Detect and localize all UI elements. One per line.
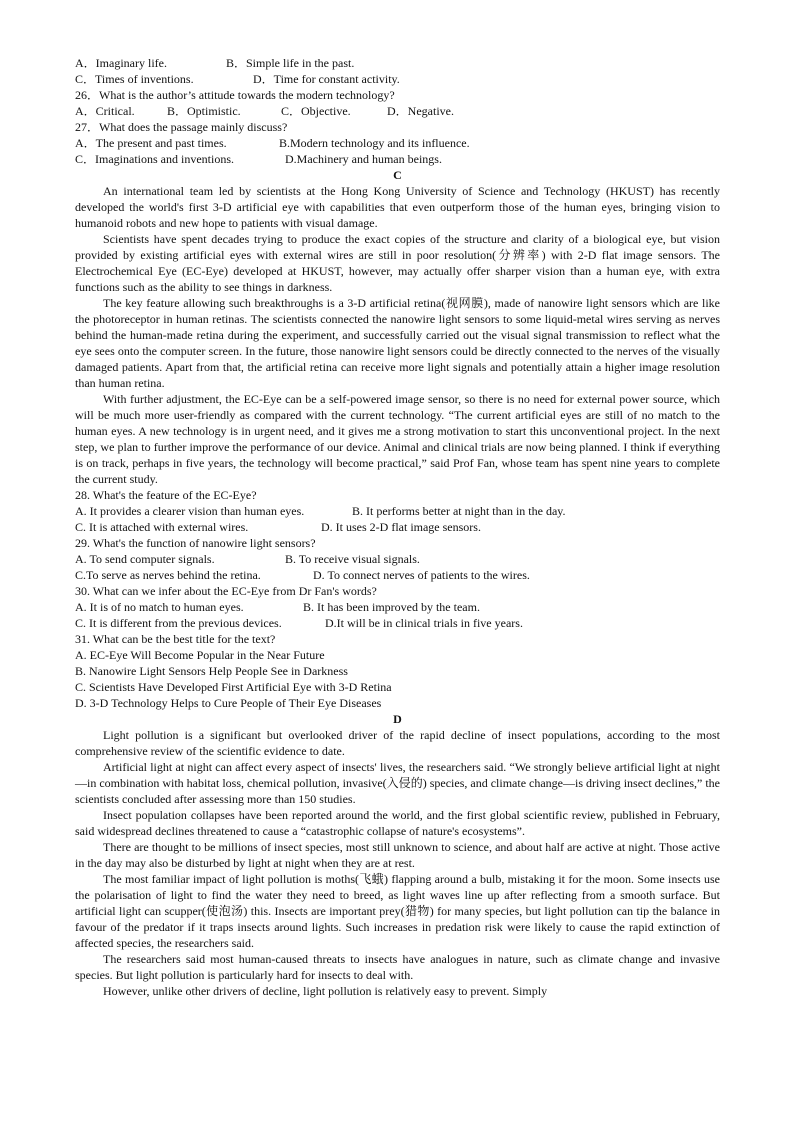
option-row [75, 151, 720, 167]
option-b: B. It performs better at night than in the day. [352, 504, 566, 518]
passage-c-paragraph: The key feature allowing such breakthroughs is a 3-D artificial retina(视网膜), made of nanowire light sensors which are like the photoreceptor in human retinas. The scientists connected the nanowire light sensors to some liquid-metal wires serving as nerves behind the human-made retina during the experiment, and successfully carried out the visual signal transmission to reflect what the eye sees onto the computer screen. In the future, those nanowire light sensors could be directly connected to the nerves of the visually damaged patients. Apart from that, the artificial retina can receive more light signals and potentially attain a higher image resolution than human retina. [75, 296, 720, 390]
option-c: C. It is different from the previous devices. [75, 616, 282, 630]
option-a: A. It provides a clearer vision than human eyes. [75, 504, 305, 518]
option-b: B. Nanowire Light Sensors Help People See in Darkness [75, 664, 348, 678]
passage-d-paragraph: The researchers said most human-caused threats to insects have analogues in nature, such as climate change and invasive species. But light pollution is particularly hard for insects to deal with. [75, 952, 720, 982]
option-d: D．Negative. [387, 104, 454, 118]
option-d: D.Machinery and human beings. [285, 152, 442, 166]
option-a: A. To send computer signals. [75, 552, 215, 566]
option-b: B．Simple life in the past. [226, 56, 355, 70]
option-a: A．The present and past times. [75, 136, 227, 150]
question-31: 31. What can be the best title for the text? [75, 632, 276, 646]
question-29: 29. What's the function of nanowire light sensors? [75, 536, 316, 550]
option-a: A. EC-Eye Will Become Popular in the Near Future [75, 648, 325, 662]
option-a: A．Imaginary life. [75, 56, 167, 70]
option-row [75, 551, 720, 567]
option-b: B. To receive visual signals. [285, 552, 420, 566]
option-c: C. Scientists Have Developed First Artificial Eye with 3-D Retina [75, 680, 392, 694]
passage-c-paragraph: An international team led by scientists at the Hong Kong University of Science and Technology (HKUST) has recently developed the world's first 3-D artificial eye with capabilities that even outperform those of the human eyes, bringing vision to humanoid robots and new hope to patients with visual damage. [75, 184, 720, 230]
option-c: C．Times of inventions. [75, 72, 194, 86]
passage-c-paragraph: Scientists have spent decades trying to produce the exact copies of the structure and clarity of a biological eye, but vision provided by existing artificial eyes with external wires are still in poor resolution(分辨率) with 2-D flat image sensors. The Electrochemical Eye (EC-Eye) developed at HKUST, however, may actually offer sharper vision than a human eye, with extra functions such as the ability to see things in darkness. [75, 232, 720, 294]
option-row [75, 71, 720, 87]
option-c: C．Objective. [281, 104, 351, 118]
exam-page [75, 55, 720, 999]
option-d: D. To connect nerves of patients to the wires. [313, 568, 530, 582]
option-d: D.It will be in clinical trials in five years. [325, 616, 523, 630]
option-row [75, 519, 720, 535]
option-b: B.Modern technology and its influence. [279, 136, 470, 150]
option-row [75, 615, 720, 631]
option-row [75, 599, 720, 615]
passage-d-paragraph: However, unlike other drivers of decline, light pollution is relatively easy to prevent. Simply [103, 984, 548, 998]
question-27: 27．What does the passage mainly discuss? [75, 120, 288, 134]
question-26: 26．What is the author’s attitude towards the modern technology? [75, 88, 395, 102]
passage-d-paragraph: Insect population collapses have been reported around the world, and the first global scientific review, published in February, said widespread declines threatened to cause a “catastrophic collapse of nature's ecosystems”. [75, 808, 720, 838]
question-30: 30. What can we infer about the EC-Eye from Dr Fan's words? [75, 584, 377, 598]
passage-d-paragraph: Artificial light at night can affect every aspect of insects' lives, the researchers said. “We strongly believe artificial light at night—in combination with habitat loss, chemical pollution, invasive(入侵的) species, and climate change—is driving insect declines,” the scientists concluded after assessing more than 150 studies. [75, 760, 720, 806]
option-c: C.To serve as nerves behind the retina. [75, 568, 261, 582]
option-row [75, 103, 720, 119]
option-c: C．Imaginations and inventions. [75, 152, 234, 166]
section-c-heading: C [393, 168, 402, 182]
option-a: A．Critical. [75, 104, 135, 118]
option-c: C. It is attached with external wires. [75, 520, 249, 534]
option-d: D. It uses 2-D flat image sensors. [321, 520, 481, 534]
option-row [75, 55, 720, 71]
option-row [75, 135, 720, 151]
passage-d-paragraph: There are thought to be millions of insect species, most still unknown to science, and about half are active at night. Those active in the day may also be disturbed by light at night when they are at rest. [75, 840, 720, 870]
option-d: D．Time for constant activity. [253, 72, 400, 86]
question-28: 28. What's the feature of the EC-Eye? [75, 488, 257, 502]
section-d-heading: D [393, 712, 402, 726]
passage-d-paragraph: The most familiar impact of light pollution is moths(飞蛾) flapping around a bulb, mistaking it for the moon. Some insects use the polarisation of light to find the water they need to breed, as light waves line up after reflecting from a smooth surface. But artificial light can scupper(使泡汤) this. Insects are important prey(猎物) for many species, but light pollution can tip the balance in favour of the predator if it traps insects around lights. Such increases in predation risk were likely to cause the rapid extinction of affected species, the researchers said. [75, 872, 720, 950]
option-a: A. It is of no match to human eyes. [75, 600, 244, 614]
option-row [75, 503, 720, 519]
option-row [75, 567, 720, 583]
passage-c-paragraph: With further adjustment, the EC-Eye can be a self-powered image sensor, so there is no need for external power source, which will be much more user-friendly as compared with the current technology. “The current artificial eyes are still of no match to the human eyes. A new technology is in urgent need, and it gives me a strong motivation to start this unconventional project. In the next step, we plan to further improve the performance of our device. Animal and clinical trials are now being planned. I think if everything is on track, perhaps in five years, the technology will become practical,” said Prof Fan, whose team has spent nine years to complete the current study. [75, 392, 720, 486]
option-d: D. 3-D Technology Helps to Cure People of Their Eye Diseases [75, 696, 382, 710]
option-b: B．Optimistic. [167, 104, 241, 118]
passage-d-paragraph: Light pollution is a significant but overlooked driver of the rapid decline of insect populations, according to the most comprehensive review of the scientific evidence to date. [75, 728, 720, 758]
option-b: B. It has been improved by the team. [303, 600, 480, 614]
